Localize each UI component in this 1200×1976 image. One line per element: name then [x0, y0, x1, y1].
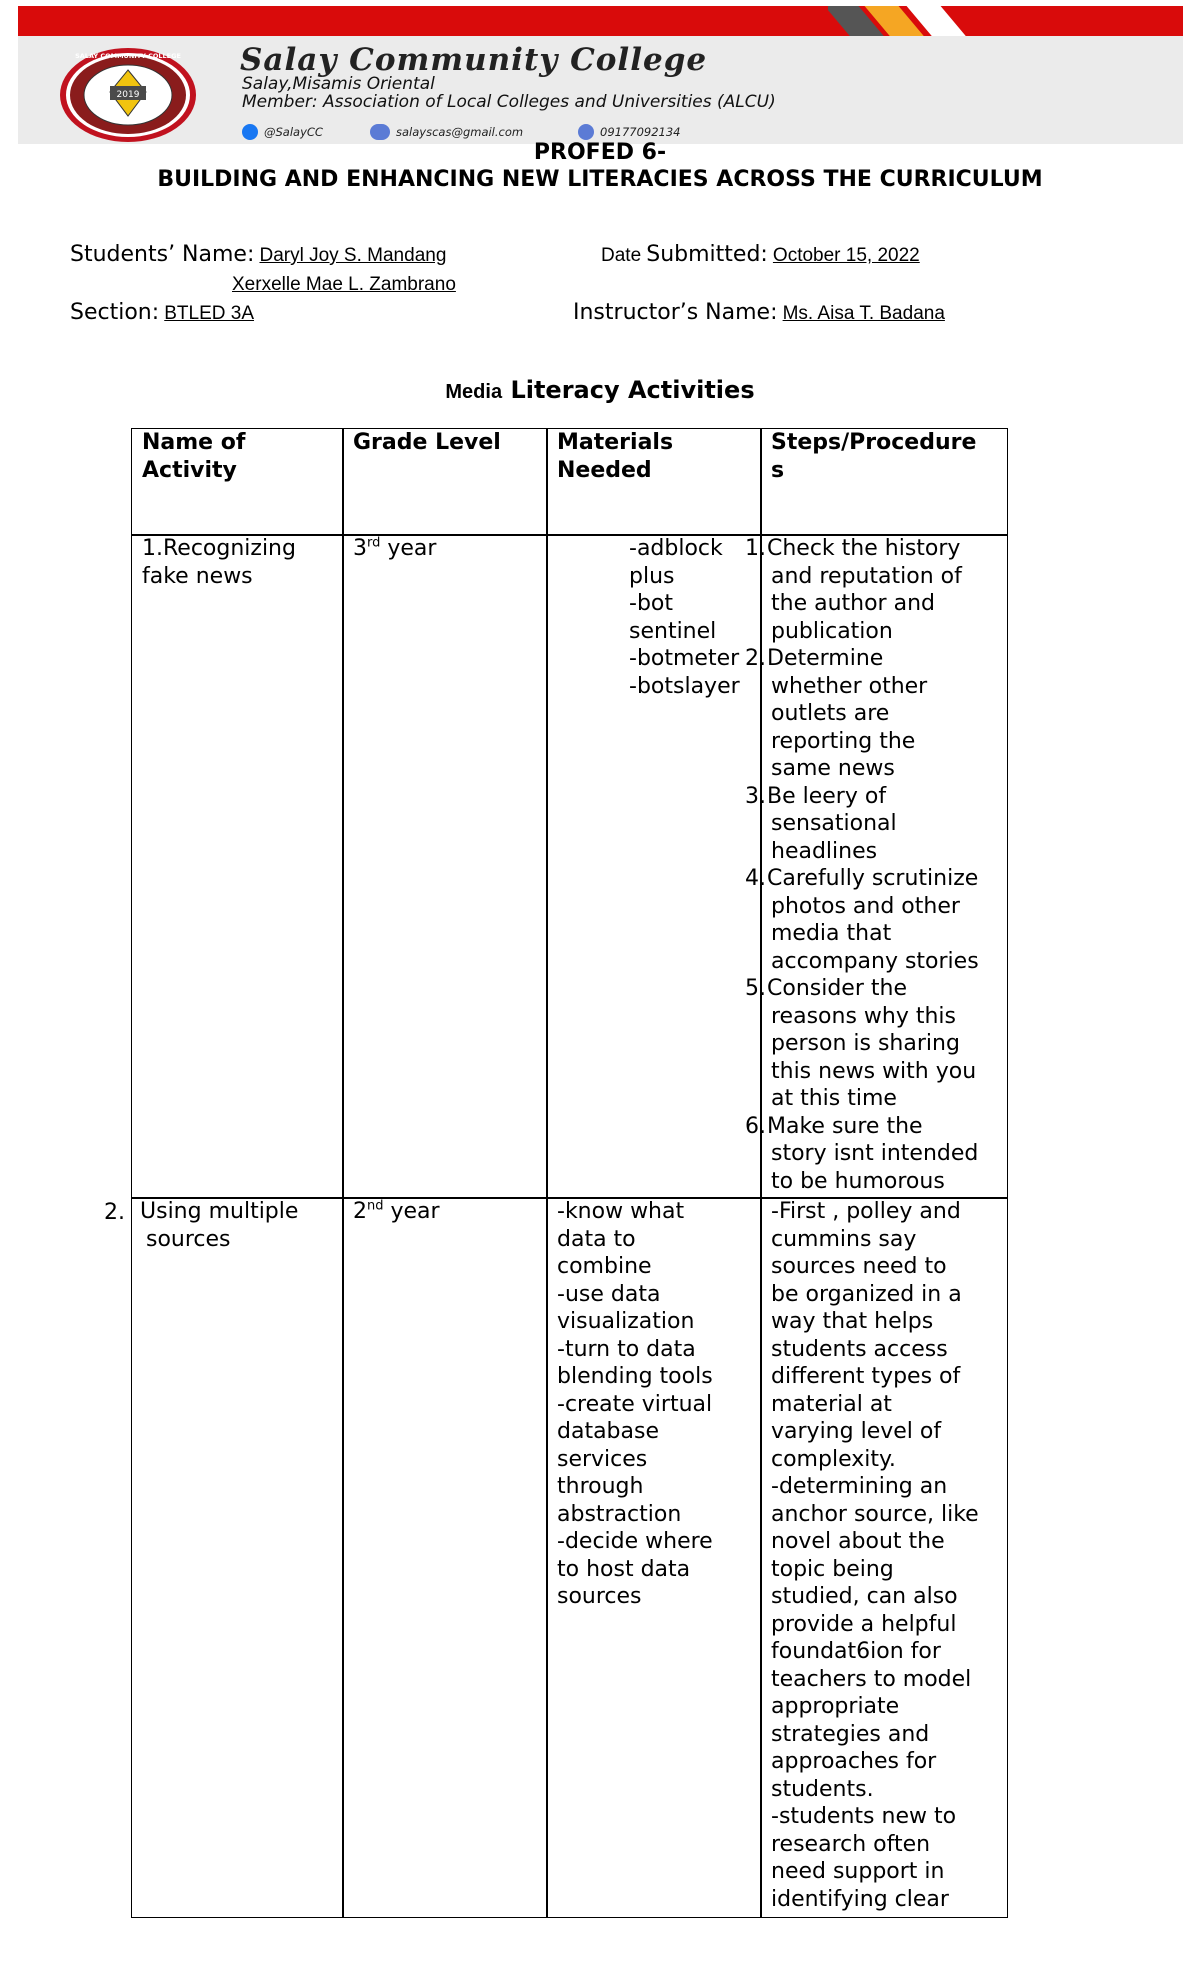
- material-item: -botmeter: [629, 646, 740, 671]
- procedure-step: [745, 1113, 997, 1196]
- material-item: sources: [557, 1584, 642, 1609]
- step-line: accompany stories: [771, 948, 979, 974]
- material-item: to host data: [557, 1556, 691, 1582]
- header-text: s: [771, 457, 785, 483]
- step-line: story isnt intended: [771, 1141, 979, 1166]
- material-item: sentinel: [629, 618, 717, 644]
- college-address: Salay,Misamis Oriental: [242, 74, 435, 94]
- step-line: foundat6ion for: [771, 1639, 941, 1664]
- material-item: data to: [557, 1226, 636, 1252]
- step-number: 6.: [745, 1113, 766, 1139]
- seal-text: SALAY COMMUNITY COLLEGE: [75, 52, 181, 60]
- header-name-of-activity: [131, 428, 344, 536]
- step-line: at this time: [771, 1086, 897, 1111]
- step-line: outlets are: [771, 701, 890, 726]
- step-line: to be humorous: [771, 1168, 945, 1194]
- step-line: Determine: [767, 646, 884, 671]
- facebook-handle: @SalayCC: [264, 125, 323, 139]
- step-line: way that helps: [771, 1309, 934, 1334]
- material-item: -know what: [557, 1199, 685, 1224]
- material-item: -bot: [629, 591, 673, 616]
- grade-word: year: [387, 536, 437, 561]
- step-number: 3.: [745, 783, 766, 809]
- step-line: approaches for: [771, 1749, 937, 1774]
- step-line: person is sharing: [771, 1031, 960, 1056]
- date-prefix: Date: [601, 245, 642, 266]
- letterhead-stripes: [828, 6, 1008, 36]
- row1-materials: [546, 534, 762, 1199]
- grade-number: 3: [353, 536, 367, 561]
- step-line: students access: [771, 1336, 948, 1362]
- header-text: Activity: [142, 457, 237, 483]
- step-line: appropriate: [771, 1694, 900, 1719]
- header-steps-procedures: [760, 428, 1008, 536]
- step-number: 1.: [745, 536, 766, 561]
- material-item: services: [557, 1446, 648, 1472]
- cell-text: Using multiple: [140, 1199, 299, 1224]
- step-line: photos and other: [771, 893, 960, 919]
- step-line: need support in: [771, 1859, 945, 1884]
- student-2: Xerxelle Mae L. Zambrano: [232, 274, 456, 295]
- row2-number: 2.: [104, 1200, 125, 1225]
- grade-suffix: rd: [367, 535, 381, 551]
- procedure-step: [745, 975, 997, 1113]
- mail-icon: [370, 124, 390, 140]
- contact-phone[interactable]: [578, 124, 680, 140]
- grade-number: 2: [353, 1199, 367, 1224]
- step-line: novel about the: [771, 1529, 945, 1554]
- letterhead-red-bar: [18, 6, 1183, 36]
- step-line: cummins say: [771, 1226, 917, 1252]
- step-line: sensational: [771, 811, 897, 836]
- step-line: sources need to: [771, 1254, 947, 1279]
- step-number: 2.: [745, 646, 766, 671]
- row2-materials: [546, 1197, 762, 1918]
- contact-facebook[interactable]: [242, 124, 323, 140]
- procedure-step: [745, 535, 997, 645]
- step-line: studied, can also: [771, 1584, 958, 1609]
- instructor-value: Ms. Aisa T. Badana: [782, 303, 945, 324]
- material-item: through: [557, 1474, 644, 1499]
- row1-activity-name: [131, 534, 344, 1199]
- step-line: publication: [771, 618, 893, 644]
- step-line: research often: [771, 1831, 931, 1857]
- header-text: Needed: [557, 457, 652, 483]
- instructor-row: [573, 300, 945, 325]
- table-title-prefix: Media: [445, 381, 503, 403]
- step-line: complexity.: [771, 1446, 896, 1472]
- material-item: database: [557, 1419, 659, 1444]
- step-line: reasons why this: [771, 1003, 956, 1029]
- step-line: Consider the: [767, 976, 907, 1001]
- procedure-step: [745, 783, 997, 866]
- row1-grade-level: [342, 534, 548, 1199]
- section-row: [70, 300, 254, 325]
- college-letterhead: [18, 6, 1183, 144]
- step-line: material at: [771, 1391, 892, 1417]
- procedure-step: [745, 865, 997, 975]
- phone-number: 09177092134: [600, 125, 681, 139]
- grade-word: year: [390, 1199, 440, 1224]
- step-line: -students new to: [771, 1804, 957, 1829]
- students-name-row: [70, 242, 446, 267]
- date-row: [601, 242, 920, 267]
- header-grade-level: [342, 428, 548, 536]
- step-line: media that: [771, 921, 892, 946]
- step-line: headlines: [771, 838, 878, 864]
- material-item: combine: [557, 1254, 652, 1279]
- instructor-label: Instructor’s Name:: [573, 300, 778, 325]
- step-line: identifying clear: [771, 1886, 949, 1912]
- course-code: PROFED 6-: [533, 140, 667, 165]
- step-line: provide a helpful: [771, 1611, 957, 1637]
- student-1: Daryl Joy S. Mandang: [259, 245, 447, 266]
- phone-icon: [578, 124, 594, 140]
- step-line: teachers to model: [771, 1666, 972, 1692]
- step-number: 5.: [745, 976, 766, 1001]
- material-item: -use data: [557, 1281, 661, 1307]
- students-label: Students’ Name:: [70, 242, 255, 267]
- table-title: [0, 376, 1200, 404]
- material-item: -botslayer: [629, 673, 740, 699]
- section-value: BTLED 3A: [164, 303, 255, 324]
- step-line: same news: [771, 756, 895, 781]
- step-line: the author and: [771, 591, 935, 616]
- procedure-step: [745, 645, 997, 783]
- step-line: Make sure the: [767, 1113, 923, 1139]
- contact-email[interactable]: [370, 124, 523, 140]
- step-number: 4.: [745, 866, 766, 891]
- step-line: -determining an: [771, 1474, 948, 1499]
- row1-steps: [745, 534, 1008, 1199]
- table-title-rest: Literacy Activities: [510, 376, 755, 404]
- seal-year: 2019: [116, 90, 140, 100]
- material-item: -decide where: [557, 1529, 713, 1554]
- step-line: anchor source, like: [771, 1501, 979, 1527]
- material-item: plus: [629, 563, 675, 589]
- step-line: this news with you: [771, 1058, 977, 1084]
- step-line: varying level of: [771, 1419, 942, 1444]
- email-address: salayscas@gmail.com: [396, 125, 524, 139]
- step-line: different types of: [771, 1364, 961, 1389]
- step-line: whether other: [771, 673, 928, 699]
- row2-steps: [760, 1197, 1008, 1918]
- step-line: strategies and: [771, 1721, 930, 1747]
- step-line: and reputation of: [771, 563, 962, 589]
- step-line: Check the history: [767, 536, 961, 561]
- cell-text: fake news: [142, 563, 253, 589]
- course-title: BUILDING AND ENHANCING NEW LITERACIES ACROSS THE CURRICULUM: [157, 167, 1043, 192]
- header-text: Materials: [557, 430, 674, 455]
- step-line: reporting the: [771, 728, 916, 754]
- header-materials-needed: [546, 428, 762, 536]
- college-name: Salay Community College: [240, 42, 708, 78]
- grade-suffix: nd: [367, 1198, 384, 1214]
- college-seal-icon: [58, 46, 198, 144]
- header-text: Grade Level: [353, 430, 501, 455]
- college-membership: Member: Association of Local Colleges and Universities (ALCU): [242, 92, 776, 112]
- header-text: Name of: [142, 430, 246, 455]
- step-line: students.: [771, 1776, 874, 1802]
- date-label: Submitted:: [646, 242, 768, 267]
- section-label: Section:: [70, 300, 160, 325]
- step-line: -First , polley and: [771, 1199, 961, 1224]
- step-line: Carefully scrutinize: [767, 866, 979, 891]
- facebook-icon: [242, 124, 258, 140]
- header-text: Steps/Procedure: [771, 430, 977, 455]
- step-line: be organized in a: [771, 1281, 962, 1307]
- material-item: -turn to data: [557, 1336, 696, 1362]
- row2-grade-level: [342, 1197, 548, 1918]
- date-value: October 15, 2022: [772, 245, 920, 266]
- cell-text: sources: [146, 1226, 231, 1252]
- material-item: blending tools: [557, 1364, 713, 1389]
- material-item: -adblock: [629, 536, 723, 561]
- row2-activity-name: [131, 1197, 344, 1918]
- step-line: Be leery of: [767, 783, 887, 809]
- cell-text: 1.Recognizing: [142, 536, 296, 561]
- step-line: topic being: [771, 1556, 894, 1582]
- material-item: visualization: [557, 1309, 695, 1334]
- material-item: -create virtual: [557, 1391, 713, 1417]
- material-item: abstraction: [557, 1501, 682, 1527]
